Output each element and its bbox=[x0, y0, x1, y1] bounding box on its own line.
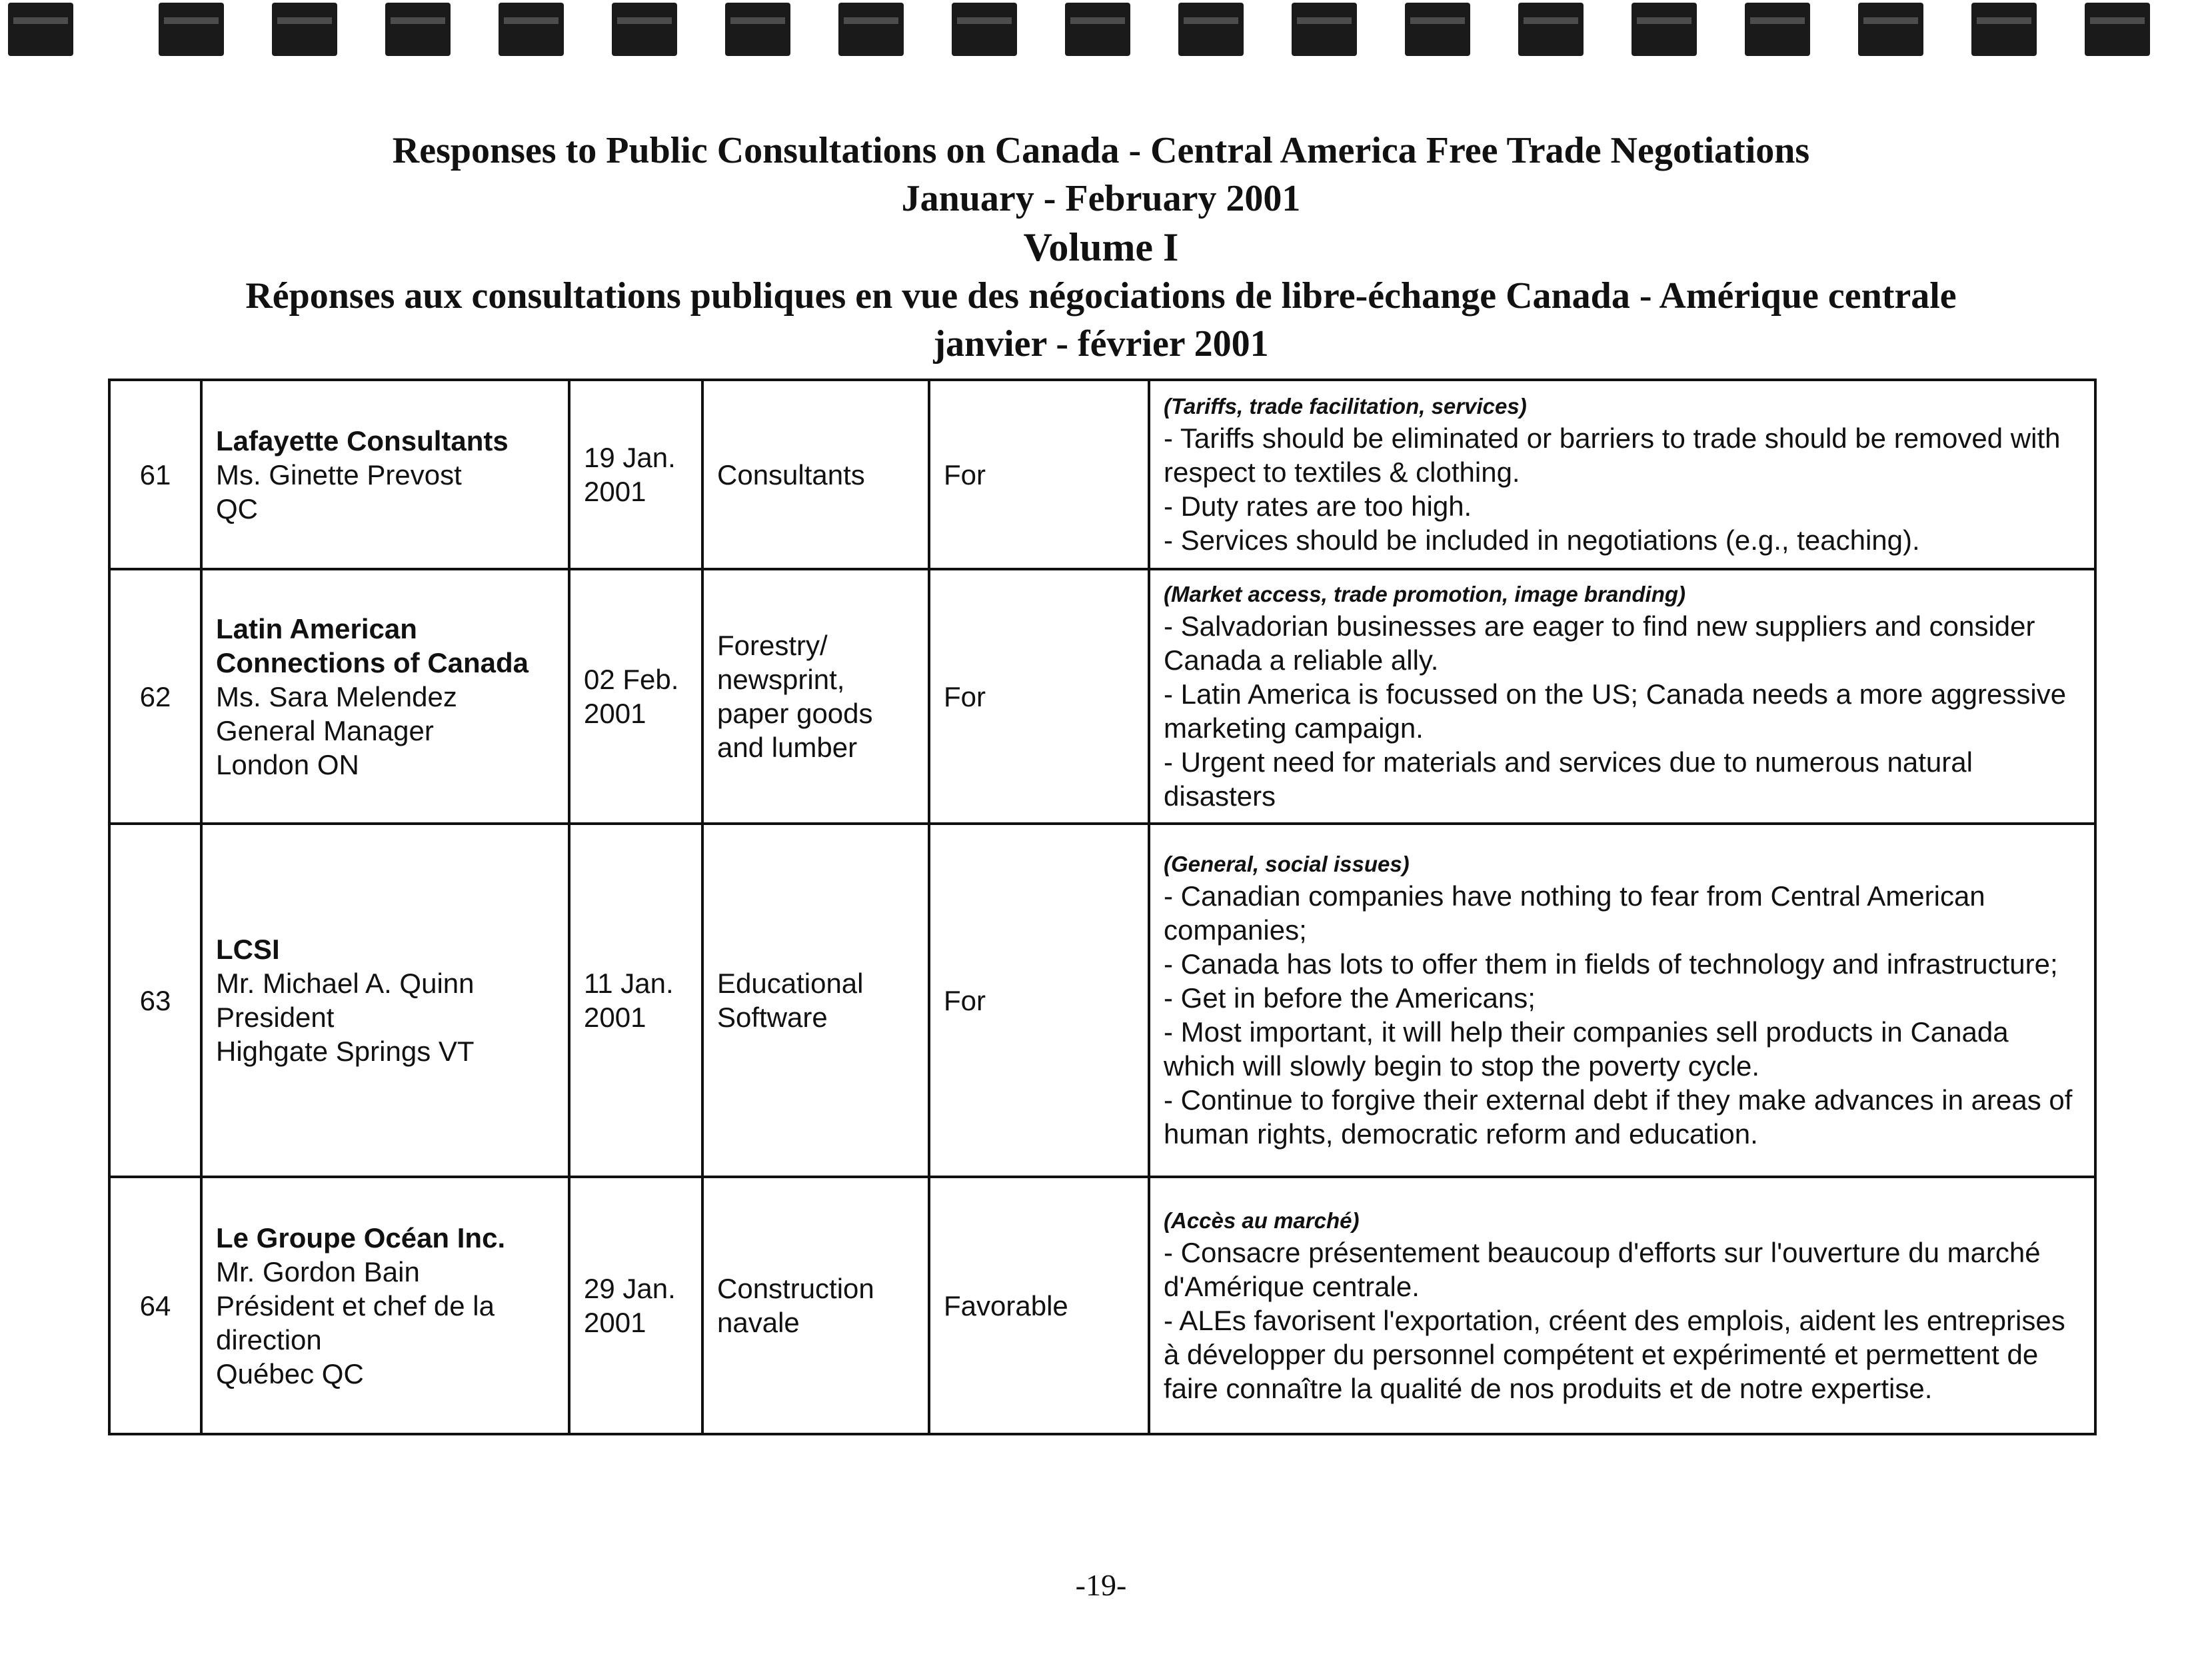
contact-line: Highgate Springs VT bbox=[216, 1036, 475, 1067]
organization-cell bbox=[201, 824, 569, 1177]
binder-hole bbox=[1065, 3, 1130, 56]
page-number: -19- bbox=[1075, 1568, 1127, 1602]
organization-cell bbox=[201, 380, 569, 569]
position-cell: Favorable bbox=[929, 1177, 1149, 1434]
organization-cell bbox=[201, 569, 569, 824]
contact-line: London ON bbox=[216, 748, 359, 780]
contact-line: Ms. Sara Melendez bbox=[216, 680, 457, 712]
organization-name: LCSI bbox=[216, 934, 280, 965]
binder-hole bbox=[612, 3, 677, 56]
submission-date: 02 Feb. 2001 bbox=[569, 569, 702, 824]
binder-hole bbox=[1292, 3, 1357, 56]
comment-topic: (Accès au marché) bbox=[1164, 1208, 1360, 1233]
title-english: Responses to Public Consultations on Canada - Central America Free Trade Negotiations bbox=[392, 130, 1810, 171]
row-number: 63 bbox=[109, 824, 201, 1177]
binder-hole bbox=[725, 3, 790, 56]
binder-hole bbox=[1518, 3, 1584, 56]
comment-topic: (Tariffs, trade facilitation, services) bbox=[1164, 394, 1527, 419]
table-row bbox=[109, 569, 2095, 824]
organization-name: Lafayette Consultants bbox=[216, 424, 509, 456]
comment-topic: (General, social issues) bbox=[1164, 852, 1410, 876]
binder-hole bbox=[499, 3, 564, 56]
comment-point: - Get in before the Americans; bbox=[1164, 982, 1536, 1014]
sector-cell: Construction navale bbox=[702, 1177, 929, 1434]
contact-line: Mr. Gordon Bain bbox=[216, 1256, 420, 1287]
binder-hole bbox=[838, 3, 904, 56]
comment-point: - Most important, it will help their companies sell products in Canada which will slowly begin to stop the poverty cycle. bbox=[1164, 1016, 2009, 1082]
row-number: 62 bbox=[109, 569, 201, 824]
binder-hole bbox=[8, 3, 73, 56]
table-row bbox=[109, 824, 2095, 1177]
binder-holes-strip bbox=[0, 0, 2202, 60]
binder-hole bbox=[952, 3, 1017, 56]
comment-point: - Latin America is focussed on the US; Canada needs a more aggressive marketing campaign. bbox=[1164, 678, 2067, 744]
binder-hole bbox=[1745, 3, 1810, 56]
sector-cell: Educational Software bbox=[702, 824, 929, 1177]
document-header bbox=[0, 127, 2202, 368]
table-row bbox=[109, 1177, 2095, 1434]
comments-cell bbox=[1149, 824, 2095, 1177]
contact-line: Ms. Ginette Prevost bbox=[216, 458, 462, 490]
organization-cell bbox=[201, 1177, 569, 1434]
contact-line: Mr. Michael A. Quinn bbox=[216, 968, 475, 999]
row-number: 61 bbox=[109, 380, 201, 569]
comment-point: - Salvadorian businesses are eager to find new suppliers and consider Canada a reliable ally. bbox=[1164, 610, 2035, 676]
binder-hole bbox=[1178, 3, 1244, 56]
title-french: Réponses aux consultations publiques en vue des négociations de libre-échange Canada - Amérique centrale bbox=[245, 275, 1957, 317]
contact-line: Québec QC bbox=[216, 1357, 364, 1389]
binder-hole bbox=[385, 3, 451, 56]
organization-name: Le Groupe Océan Inc. bbox=[216, 1222, 506, 1254]
consultation-table bbox=[108, 379, 2097, 1435]
sector-cell: Consultants bbox=[702, 380, 929, 569]
contact-line: Président et chef de la direction bbox=[216, 1289, 495, 1355]
binder-hole bbox=[272, 3, 337, 56]
table-row bbox=[109, 380, 2095, 569]
position-cell: For bbox=[929, 380, 1149, 569]
binder-hole bbox=[1971, 3, 2037, 56]
position-cell: For bbox=[929, 824, 1149, 1177]
comment-point: - Tariffs should be eliminated or barriers to trade should be removed with respect to textiles & clothing. bbox=[1164, 422, 2061, 488]
contact-line: General Manager bbox=[216, 714, 434, 746]
contact-line: President bbox=[216, 1002, 335, 1033]
row-number: 64 bbox=[109, 1177, 201, 1434]
dates-english: January - February 2001 bbox=[901, 178, 1301, 219]
binder-hole bbox=[2085, 3, 2150, 56]
position-cell: For bbox=[929, 569, 1149, 824]
sector-cell: Forestry/ newsprint, paper goods and lumber bbox=[702, 569, 929, 824]
comment-point: - Urgent need for materials and services due to numerous natural disasters bbox=[1164, 746, 1973, 812]
binder-hole bbox=[159, 3, 224, 56]
comment-point: - ALEs favorisent l'exportation, créent des emplois, aident les entreprises à développer du personnel compétent et expérimenté et permettent de faire connaître la qualité de nos produits et de notre expertise. bbox=[1164, 1304, 2065, 1404]
comment-point: - Consacre présentement beaucoup d'efforts sur l'ouverture du marché d'Amérique centrale. bbox=[1164, 1236, 2041, 1302]
comment-point: - Canadian companies have nothing to fear from Central American companies; bbox=[1164, 880, 1985, 946]
binder-hole bbox=[1858, 3, 1923, 56]
binder-hole bbox=[1632, 3, 1697, 56]
comments-cell bbox=[1149, 380, 2095, 569]
binder-hole bbox=[1405, 3, 1470, 56]
volume-label: Volume I bbox=[1023, 225, 1179, 269]
comment-point: - Duty rates are too high. bbox=[1164, 490, 1472, 522]
submission-date: 29 Jan. 2001 bbox=[569, 1177, 702, 1434]
comment-topic: (Market access, trade promotion, image branding) bbox=[1164, 582, 1686, 606]
comment-point: - Continue to forgive their external debt if they make advances in areas of human rights, democratic reform and education. bbox=[1164, 1084, 2073, 1150]
comments-cell bbox=[1149, 569, 2095, 824]
submission-date: 19 Jan. 2001 bbox=[569, 380, 702, 569]
submission-date: 11 Jan. 2001 bbox=[569, 824, 702, 1177]
organization-name: Latin American Connections of Canada bbox=[216, 612, 529, 678]
contact-line: QC bbox=[216, 492, 258, 524]
comment-point: - Canada has lots to offer them in fields of technology and infrastructure; bbox=[1164, 948, 2058, 980]
comments-cell bbox=[1149, 1177, 2095, 1434]
dates-french: janvier - février 2001 bbox=[933, 323, 1269, 365]
comment-point: - Services should be included in negotiations (e.g., teaching). bbox=[1164, 524, 1920, 556]
